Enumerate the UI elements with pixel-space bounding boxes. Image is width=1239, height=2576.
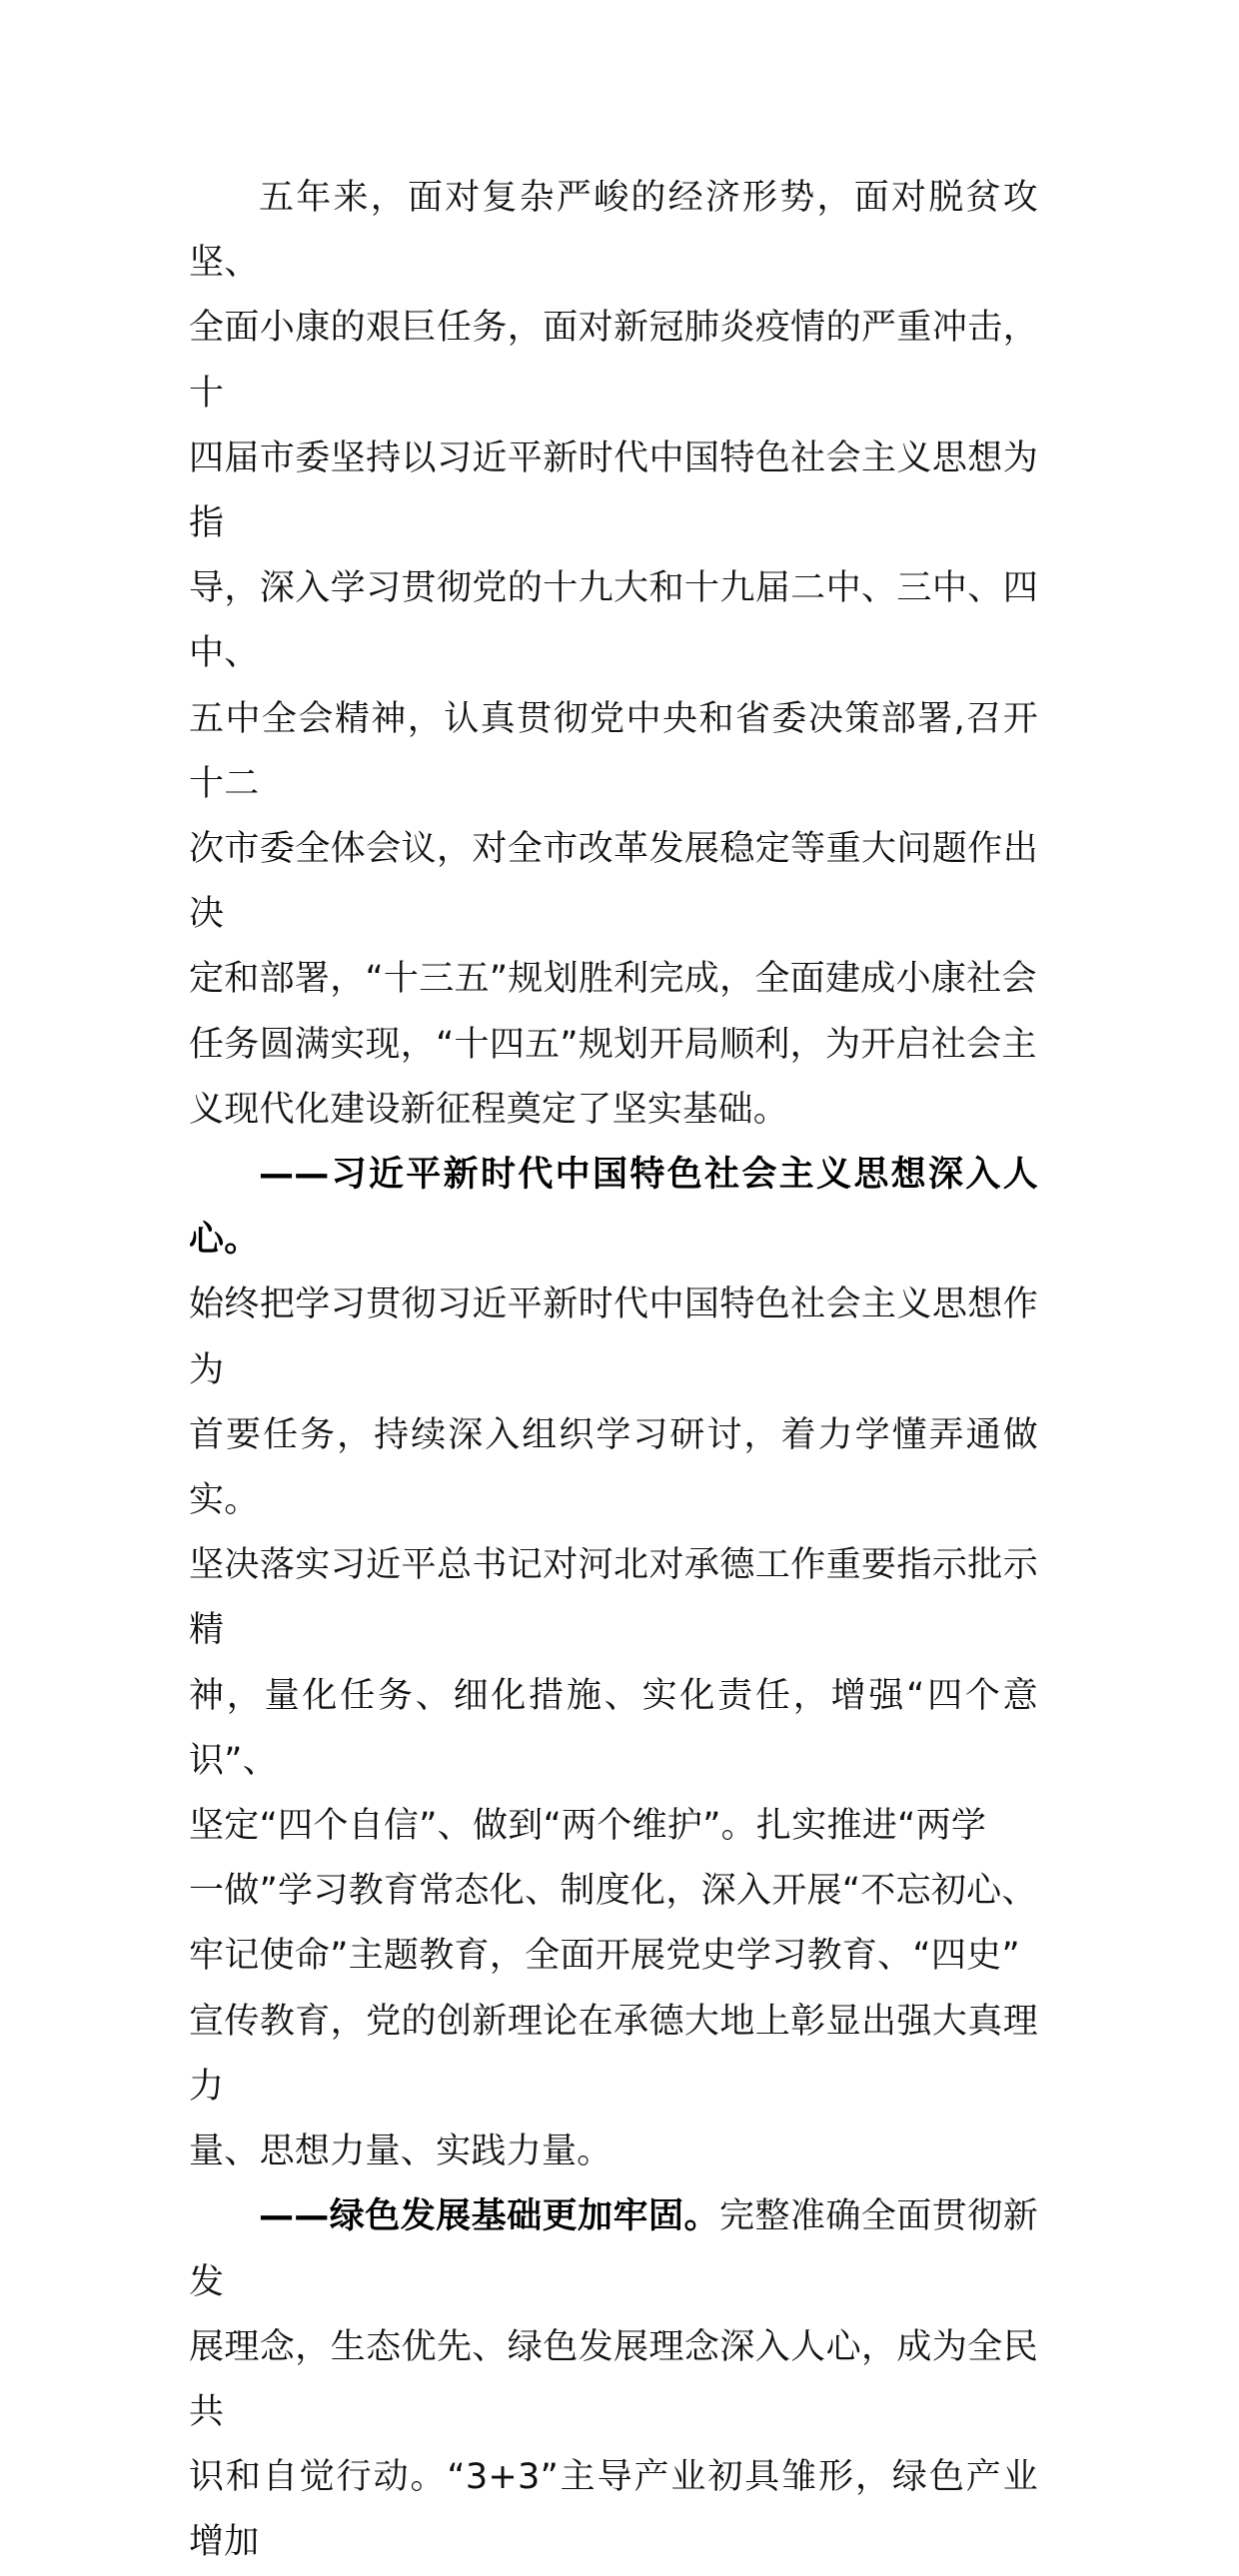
- document-body: [189, 166, 1038, 2576]
- paragraph-lead: ——绿色发展基础更加牢固。: [259, 2196, 719, 2237]
- paragraph-text: 完整准确全面贯彻新发 展理念，生态优先、绿色发展理念深入人心，成为全民共 识和自觉行动。“3+3”主导产业初具雏形，绿色产业增加: [189, 2196, 1038, 2563]
- paragraph-ideology: [189, 1143, 1038, 2184]
- paragraph-text: 始终把学习贯彻习近平新时代中国特色社会主义思想作为 首要任务，持续深入组织学习研讨，着力学懂弄通做实。 坚决落实习近平总书记对河北对承德工作重要指示批示精 神，量化任务、细化措施、实化责任，增强“四个意识”、 坚定“四个自信”、做到“两个维护”。扎实推进“两学 一做”学习教育常态化、制度化，深入开展“不忘初心、 牢记使命”主题教育，全面开展党史学习教育、“四史” 宣传教育，党的创新理论在承德大地上彰显出强大真理力 量、思想力量、实践力量。: [189, 1285, 1038, 2172]
- paragraph-green-development: [189, 2184, 1038, 2575]
- paragraph-text: 五年来，面对复杂严峻的经济形势，面对脱贫攻坚、 全面小康的艰巨任务，面对新冠肺炎疫情的严重冲击，十 四届市委坚持以习近平新时代中国特色社会主义思想为指 导，深入学习贯彻党的十九大和十九届二中、三中、四中、 五中全会精神，认真贯彻党中央和省委决策部署,召开十二 次市委全体会议，对全市改革发展稳定等重大问题作出决 定和部署，“十三五”规划胜利完成，全面建成小康社会 任务圆满实现，“十四五”规划开局顺利，为开启社会主 义现代化建设新征程奠定了坚实基础。: [189, 178, 1038, 1130]
- paragraph-lead: ——习近平新时代中国特色社会主义思想深入人心。: [189, 1155, 1038, 1261]
- paragraph-intro: [189, 166, 1038, 1143]
